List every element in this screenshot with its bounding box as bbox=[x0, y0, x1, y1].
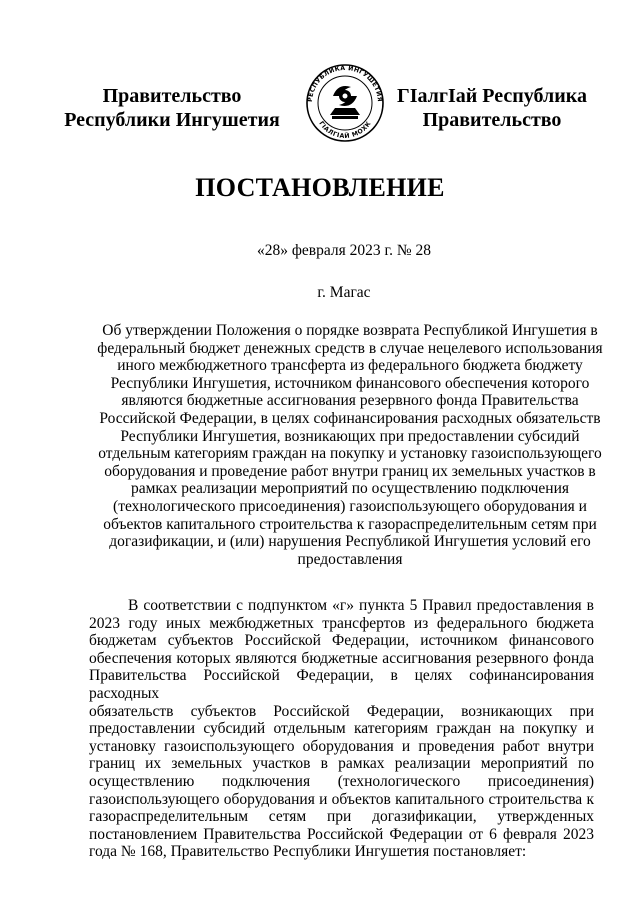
subject-line: рамках реализации мероприятий по осуществлению подключения bbox=[130, 480, 569, 498]
body-line: газораспределительным сетям при догазификации, утвержденных bbox=[89, 808, 594, 826]
body-line: постановлением Правительства Российской Федерации от 6 февраля 2023 bbox=[89, 825, 594, 843]
body-line: газоиспользующего оборудования и объектов капитального строительства к bbox=[89, 790, 594, 808]
seal-text-top: РЕСПУБЛИКА ИНГУШЕТИЯ bbox=[306, 64, 384, 103]
document-body-paragraph bbox=[89, 597, 594, 861]
header-left-line1: Правительство bbox=[102, 85, 242, 107]
header-left bbox=[52, 84, 292, 132]
body-line: установку газоиспользующего оборудования и проведения работ внутри bbox=[89, 737, 594, 755]
body-line: Правительства Российской Федерации, в целях софинансирования расходных bbox=[89, 667, 594, 702]
seal-text-bottom: ГIАЛГIАЙ МОХК bbox=[317, 120, 373, 141]
subject-line: Об утверждении Положения о порядке возврата Республикой Ингушетия в bbox=[102, 322, 598, 339]
subject-line: отдельным категориям граждан на покупку и установку газоиспользующего bbox=[98, 445, 602, 463]
document-date: «28» февраля 2023 г. № 28 bbox=[256, 242, 432, 259]
body-line: предоставлении субсидий отдельным категориям граждан на покупку и bbox=[89, 720, 594, 738]
subject-line: иного межбюджетного трансферта из федерального бюджета бюджету bbox=[117, 357, 583, 375]
body-line: бюджетам субъектов Российской Федерации, источником финансового bbox=[89, 632, 594, 650]
header-right-line2: Правительство bbox=[422, 109, 562, 131]
subject-line: являются бюджетные ассигнования резервного фонда Правительства bbox=[121, 392, 579, 410]
body-line: обеспечения которых являются бюджетные ассигнования резервного фонда bbox=[89, 649, 594, 667]
subject-line: догазификации, и (или) нарушения Республикой Ингушетия условий его bbox=[109, 533, 591, 551]
body-line: года № 168, Правительство Республики Ингушетия постановляет: bbox=[89, 843, 527, 861]
document-subject bbox=[80, 322, 620, 568]
document-city: г. Магас bbox=[317, 284, 371, 301]
document-title: ПОСТАНОВЛЕНИЕ bbox=[195, 173, 445, 202]
header-left-line2: Республики Ингушетия bbox=[64, 109, 280, 131]
body-line: обязательств субъектов Российской Федерации, возникающих при bbox=[89, 702, 594, 720]
subject-line: предоставления bbox=[297, 550, 403, 568]
subject-line: федеральный бюджет денежных средств в случае нецелевого использования bbox=[97, 339, 603, 357]
subject-line: Республики Ингушетия, источником финансового обеспечения которого bbox=[110, 374, 590, 392]
body-line: 2023 году иных межбюджетных трансфертов из федерального бюджета bbox=[89, 614, 594, 632]
body-line: границ их земельных участков в рамках реализации мероприятий по bbox=[89, 755, 594, 773]
header-right bbox=[372, 84, 612, 132]
subject-line: оборудования и проведение работ внутри границ их земельных участков в bbox=[104, 462, 596, 480]
subject-line: Республики Ингушетия, возникающих при предоставлении субсидий bbox=[120, 427, 580, 445]
subject-line: объектов капитального строительства к газораспределительным сетям при bbox=[103, 515, 597, 533]
subject-line: Российской Федерации, в целях софинансирования расходных обязательств bbox=[99, 409, 601, 427]
body-line: осуществлению подключения (технологического присоединения) bbox=[89, 772, 594, 790]
body-line: В соответствии с подпунктом «г» пункта 5 Правил предоставления в bbox=[128, 597, 594, 614]
header-right-line1: ГIалгIай Республика bbox=[397, 85, 587, 107]
subject-line: (технологического присоединения) газоиспользующего оборудования и bbox=[113, 497, 587, 515]
